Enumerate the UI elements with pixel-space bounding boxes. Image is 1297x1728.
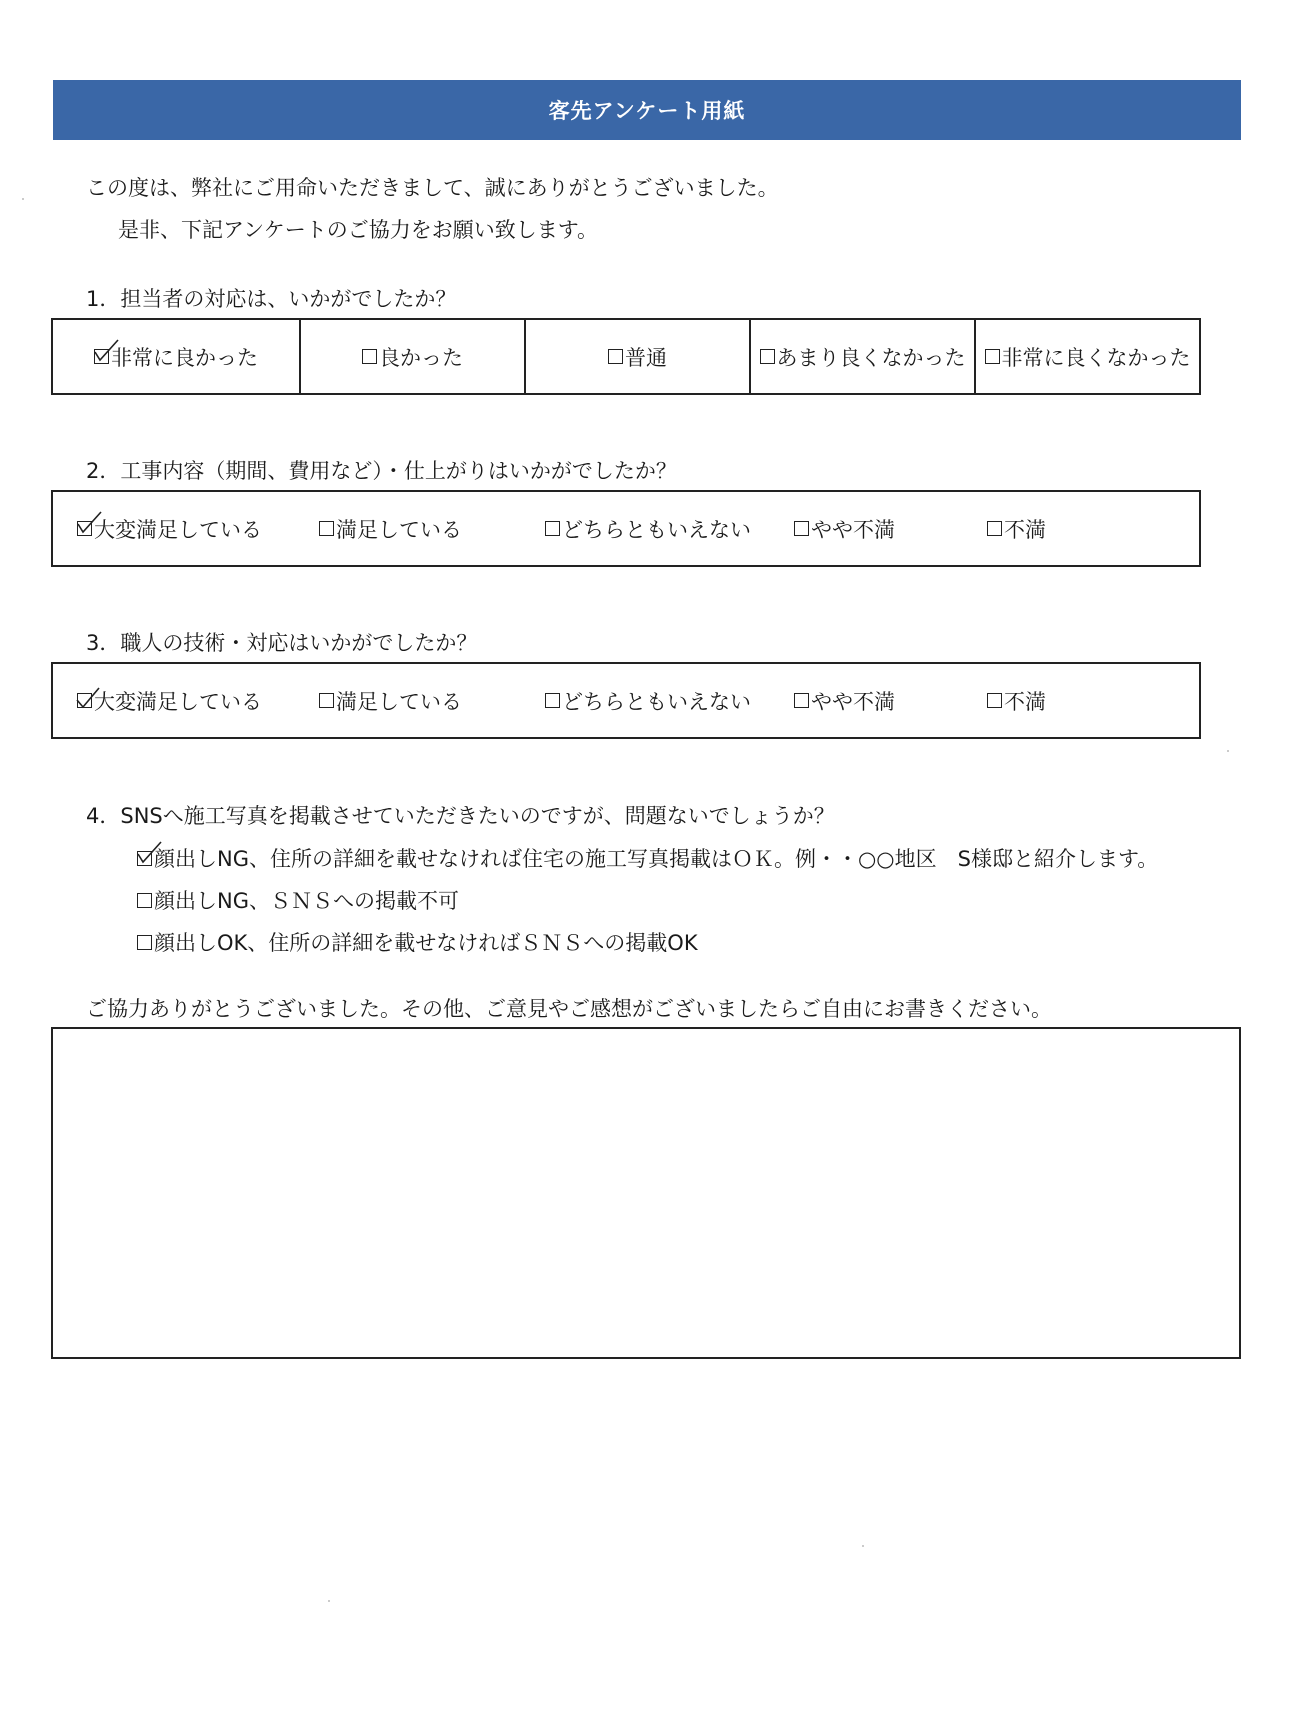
- question-3: 3．職人の技術・対応はいかがでしたか？: [86, 631, 478, 655]
- checkbox-icon[interactable]: [362, 349, 377, 364]
- q2-option-2[interactable]: [319, 514, 462, 544]
- q2-option-label: 満足している: [336, 517, 462, 542]
- q1-option-label: 非常に良かった: [111, 345, 258, 370]
- q2-option-1[interactable]: [77, 514, 262, 544]
- q2-option-5[interactable]: [987, 514, 1046, 544]
- checkbox-checked-icon[interactable]: [137, 851, 152, 866]
- question-1: 1．担当者の対応は、いかがでしたか？: [86, 287, 457, 311]
- checkbox-icon[interactable]: [987, 693, 1002, 708]
- q1-option-4[interactable]: [751, 320, 976, 393]
- checkbox-icon[interactable]: [760, 349, 775, 364]
- checkbox-icon[interactable]: [137, 893, 152, 908]
- q2-option-label: どちらともいえない: [562, 517, 751, 542]
- comments-prompt: ご協力ありがとうございました。その他、ご意見やご感想がございましたらご自由にお書きください。: [86, 997, 1052, 1021]
- checkbox-icon[interactable]: [608, 349, 623, 364]
- q2-option-label: 不満: [1004, 517, 1046, 542]
- checkbox-icon[interactable]: [987, 521, 1002, 536]
- scan-speck: [862, 1545, 864, 1547]
- q3-option-2[interactable]: [319, 686, 462, 716]
- q3-option-1[interactable]: [77, 686, 262, 716]
- checkbox-icon[interactable]: [794, 693, 809, 708]
- q2-option-label: やや不満: [811, 517, 895, 542]
- q3-option-label: 大変満足している: [94, 689, 262, 714]
- intro-line-1: この度は、弊社にご用命いただきまして、誠にありがとうございました。: [86, 176, 779, 200]
- q4-option-3[interactable]: [137, 927, 698, 957]
- scan-speck: [22, 198, 24, 200]
- scan-speck: [1227, 750, 1229, 752]
- checkbox-checked-icon[interactable]: [77, 521, 92, 536]
- q2-option-4[interactable]: [794, 514, 895, 544]
- question-4: 4．SNSへ施工写真を掲載させていただきたいのですが、問題ないでしょうか？: [86, 804, 835, 828]
- q1-option-5[interactable]: [976, 320, 1199, 393]
- q4-option-label: 顔出しNG、ＳＮＳへの掲載不可: [154, 889, 459, 913]
- q1-option-3[interactable]: [526, 320, 751, 393]
- comments-textarea[interactable]: [51, 1027, 1241, 1359]
- checkbox-icon[interactable]: [319, 693, 334, 708]
- checkbox-icon[interactable]: [794, 521, 809, 536]
- q1-option-label: 普通: [625, 345, 667, 370]
- q4-option-label: 顔出しNG、住所の詳細を載せなければ住宅の施工写真掲載はＯＫ。例・・○○地区 S様邸と紹介します。: [154, 847, 1159, 871]
- q3-option-label: やや不満: [811, 689, 895, 714]
- q3-option-5[interactable]: [987, 686, 1046, 716]
- checkbox-icon[interactable]: [319, 521, 334, 536]
- q1-option-2[interactable]: [301, 320, 526, 393]
- q1-option-label: 非常に良くなかった: [1001, 345, 1191, 370]
- checkbox-checked-icon[interactable]: [77, 693, 92, 708]
- q2-option-3[interactable]: [545, 514, 751, 544]
- q3-option-label: 満足している: [336, 689, 462, 714]
- form-title: 客先アンケート用紙: [548, 99, 746, 123]
- q4-option-2[interactable]: [137, 885, 459, 915]
- q1-options-table: [51, 318, 1201, 395]
- q3-option-4[interactable]: [794, 686, 895, 716]
- scan-speck: [328, 1600, 330, 1602]
- q3-options-box: [51, 662, 1201, 739]
- q3-option-3[interactable]: [545, 686, 751, 716]
- checkbox-icon[interactable]: [137, 935, 152, 950]
- q3-option-label: 不満: [1004, 689, 1046, 714]
- q2-option-label: 大変満足している: [94, 517, 262, 542]
- checkbox-checked-icon[interactable]: [94, 349, 109, 364]
- checkbox-icon[interactable]: [545, 693, 560, 708]
- q1-option-label: あまり良くなかった: [776, 345, 966, 370]
- q2-options-box: [51, 490, 1201, 567]
- q4-option-1[interactable]: [137, 843, 1158, 873]
- q1-option-label: 良かった: [379, 345, 463, 370]
- q4-option-label: 顔出しOK、住所の詳細を載せなければＳＮＳへの掲載OK: [154, 931, 698, 955]
- checkbox-icon[interactable]: [545, 521, 560, 536]
- intro-line-2: 是非、下記アンケートのご協力をお願い致します。: [118, 218, 599, 242]
- checkbox-icon[interactable]: [985, 349, 1000, 364]
- form-title-banner: [53, 80, 1241, 140]
- q3-option-label: どちらともいえない: [562, 689, 751, 714]
- question-2: 2．工事内容（期間、費用など）・仕上がりはいかがでしたか？: [86, 459, 677, 483]
- q1-option-1[interactable]: [53, 320, 301, 393]
